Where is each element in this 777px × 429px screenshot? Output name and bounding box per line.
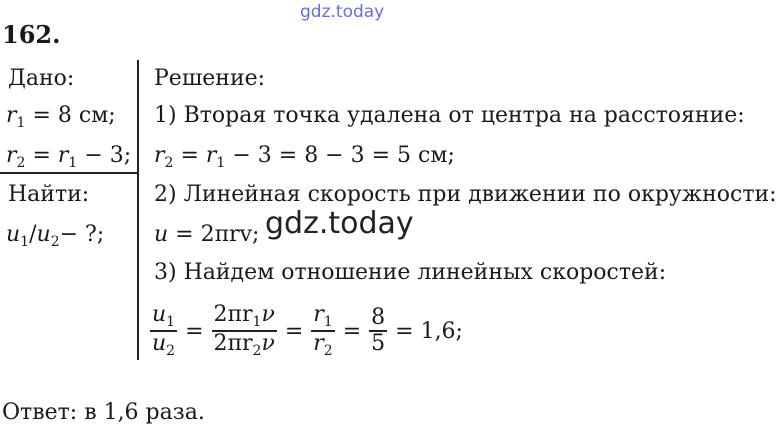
fraction-2pi-r-nu: $\frac{2\pi r_1\nu}{2\pi r_2\nu}$ [213,301,275,359]
given-label: Дано: [8,66,75,91]
ratio-equation: $\frac{u_1}{u_2}$ = $\frac{2\pi r_1\nu}{2\pi r_2\nu}$ = $\frac{r_1}{r_2}$ = $\frac{8}{5}$ = 1,6; [152,301,463,359]
find-expression: $u_1/u_2-$ ?; [6,222,105,250]
divider-vertical [137,60,139,360]
step-1-equation: $r_2 = r_1 - 3 = 8 - 3 = 5$ см; [154,143,455,171]
fraction-u: $\frac{u_1}{u_2}$ [152,301,176,359]
step-2-text: 2) Линейная скорость при движении по окружности: [154,182,777,207]
step-2-equation: u = 2πrv; [154,222,260,247]
step-3-text: 3) Найдем отношение линейных скоростей: [154,260,667,285]
fraction-r: $\frac{r_1}{r_2}$ [313,301,333,359]
solution-label: Решение: [154,66,266,91]
given-r1: $r_1 = 8$ см; [6,103,116,131]
find-label: Найти: [8,182,90,207]
problem-number: 162. [2,20,61,49]
answer-text: Ответ: в 1,6 раза. [2,400,205,425]
watermark-top: gdz.today [300,2,385,22]
fraction-eight-five: $\frac{8}{5}$ [371,304,386,356]
given-r2: $r_2 = r_1 - 3$; [6,143,132,171]
step-1-text: 1) Вторая точка удалена от центра на расстояние: [154,103,745,128]
watermark-middle: gdz.today [265,206,414,241]
divider-horizontal [0,172,137,174]
